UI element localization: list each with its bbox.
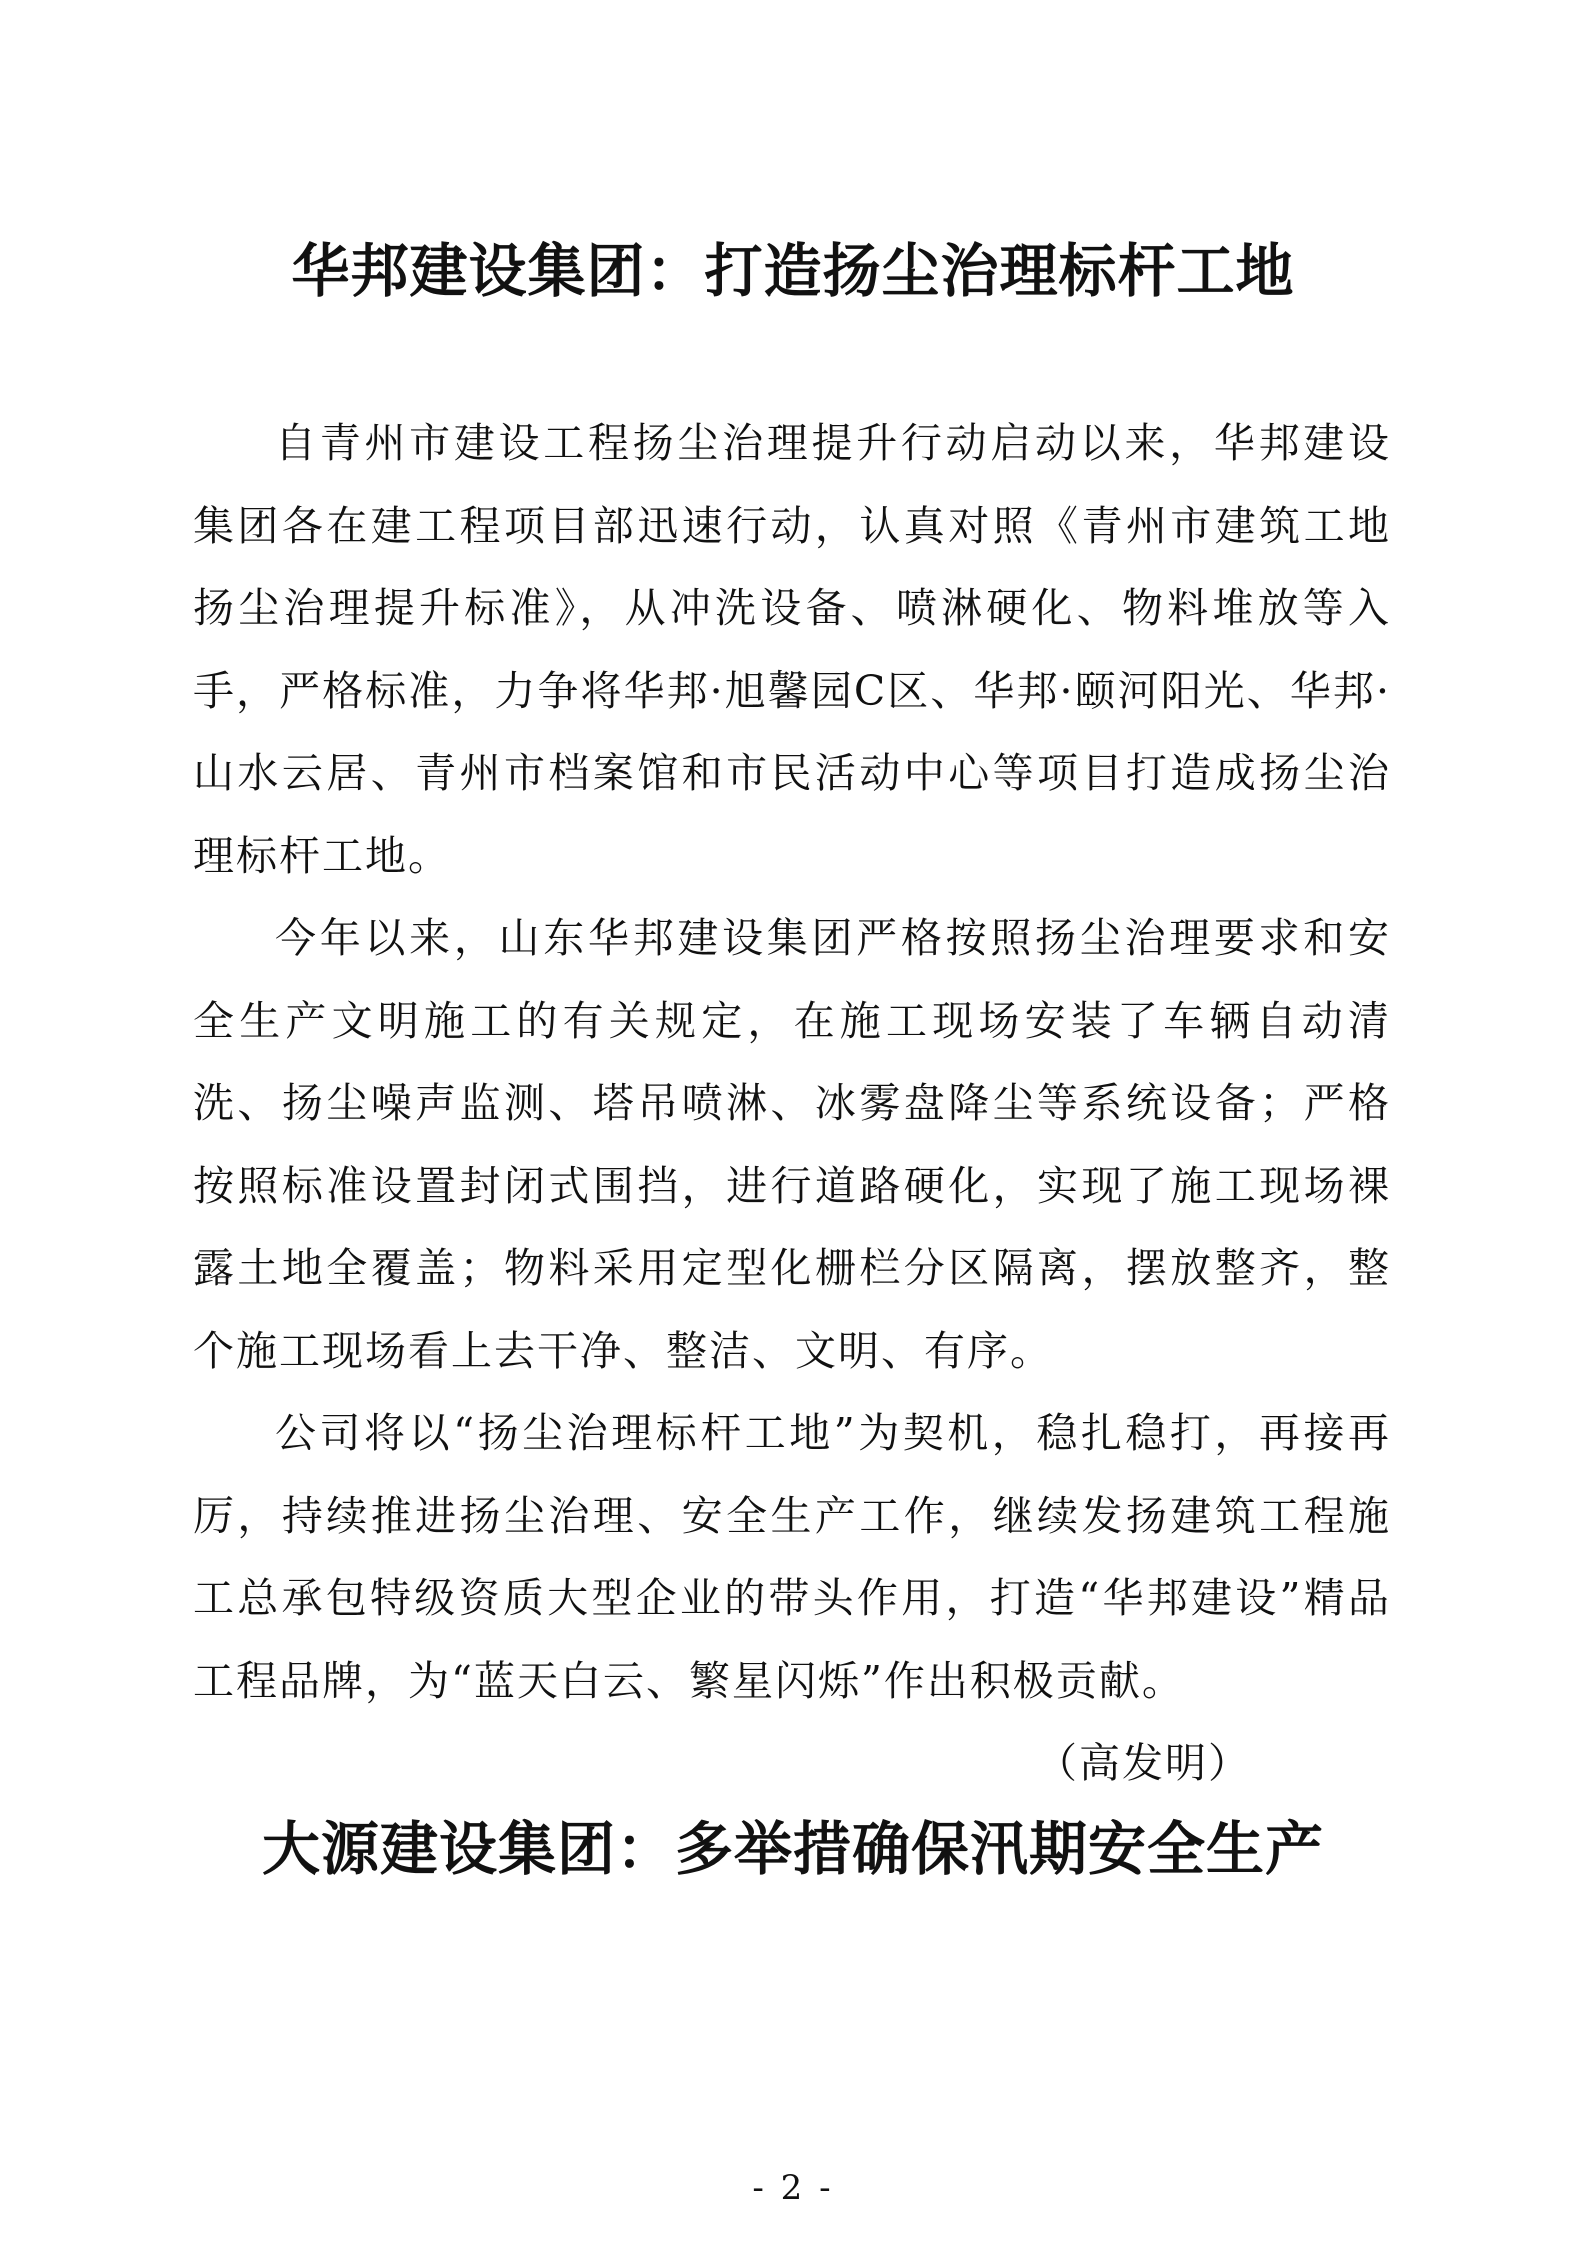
article-title: 华邦建设集团：打造扬尘治理标杆工地 [291,237,1295,305]
paragraph: 公司将以“扬尘治理标杆工地”为契机，稳扎稳打，再接再厉，持续推进扬尘治理、安全生产工作，继续发扬建筑工程施工总承包特级资质大型企业的带头作用，打造“华邦建设”精品工程品牌，为“蓝天白云、繁星闪烁”作出积极贡献。 [193,1409,1391,1705]
page-number: - 2 - [752,2168,834,2208]
article-title: 大源建设集团：多举措确保汛期安全生产 [261,1815,1324,1883]
paragraph: 今年以来，山东华邦建设集团严格按照扬尘治理要求和安全生产文明施工的有关规定，在施工现场安装了车辆自动清洗、扬尘噪声监测、塔吊喷淋、冰雾盘降尘等系统设备；严格按照标准设置封闭式围挡，进行道路硬化，实现了施工现场裸露土地全覆盖；物料采用定型化栅栏分区隔离，摆放整齐，整个施工现场看上去干净、整洁、文明、有序。 [193,914,1391,1375]
paragraph: 自青州市建设工程扬尘治理提升行动启动以来，华邦建设集团各在建工程项目部迅速行动，认真对照《青州市建筑工地扬尘治理提升标准》，从冲洗设备、喷淋硬化、物料堆放等入手，严格标准，力争将华邦·旭馨园C区、华邦·颐河阳光、华邦·山水云居、青州市档案馆和市民活动中心等项目打造成扬尘治理标杆工地。 [193,419,1391,880]
article-body [193,402,1391,1805]
author-byline: （高发明） [1036,1739,1251,1787]
